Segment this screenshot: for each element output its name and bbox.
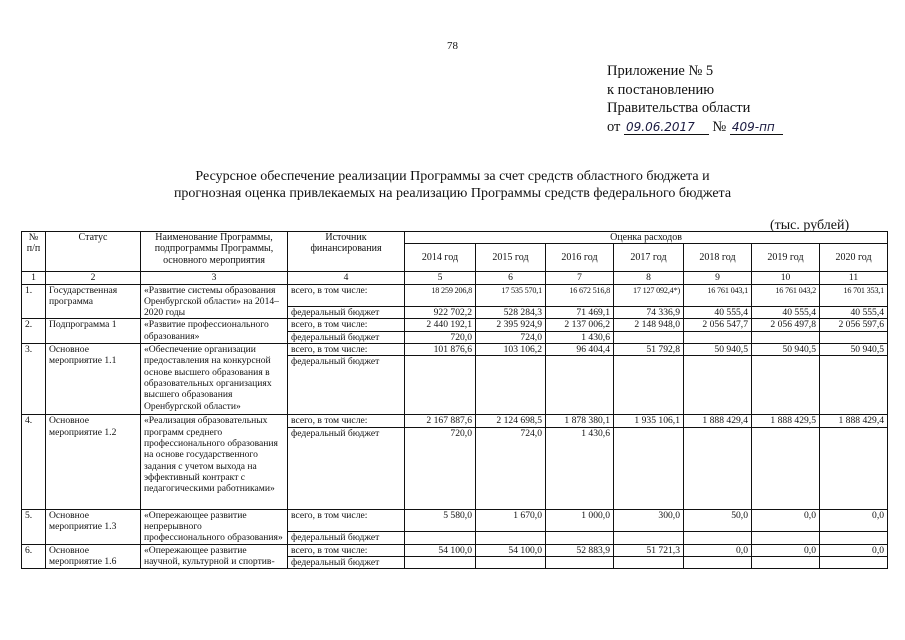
row-value: 0,0 xyxy=(820,544,888,556)
row-value: 1 430,6 xyxy=(546,331,614,343)
header-source: Источник финансирования xyxy=(288,232,405,272)
row-number: 5. xyxy=(22,509,46,544)
table-row xyxy=(22,415,888,427)
header-year: 2018 год xyxy=(684,244,752,272)
column-number: 6 xyxy=(476,272,546,284)
header-name: Наименование Программы, подпрограммы Программы, основного мероприятия xyxy=(141,232,288,272)
row-value xyxy=(684,556,752,568)
title-line-2: прогнозная оценка привлекаемых на реализацию Программы средств федерального бюджета xyxy=(173,186,732,201)
row-value: 0,0 xyxy=(820,509,888,532)
header-year: 2016 год xyxy=(546,244,614,272)
appendix-block xyxy=(607,62,783,136)
row-value: 2 056 597,6 xyxy=(820,319,888,331)
row-number: 1. xyxy=(22,284,46,319)
row-value: 96 404,4 xyxy=(546,344,614,356)
row-source: федеральный бюджет xyxy=(288,532,405,544)
row-value: 18 259 206,8 xyxy=(405,284,476,307)
row-value xyxy=(752,356,820,415)
row-value: 16 672 516,8 xyxy=(546,284,614,307)
row-value: 2 137 006,2 xyxy=(546,319,614,331)
appendix-line-3: Правительства области xyxy=(607,100,751,116)
row-value: 101 876,6 xyxy=(405,344,476,356)
row-value: 51 721,3 xyxy=(614,544,684,556)
row-value: 1 935 106,1 xyxy=(614,415,684,427)
row-value: 17 127 092,4*) xyxy=(614,284,684,307)
row-value xyxy=(405,356,476,415)
table-row xyxy=(22,509,888,532)
row-value: 16 761 043,2 xyxy=(752,284,820,307)
handwritten-date: 09.06.2017 xyxy=(624,120,709,135)
column-number: 10 xyxy=(752,272,820,284)
row-value xyxy=(820,331,888,343)
row-source: всего, в том числе: xyxy=(288,544,405,556)
header-year: 2014 год xyxy=(405,244,476,272)
row-value: 2 056 547,7 xyxy=(684,319,752,331)
row-value: 103 106,2 xyxy=(476,344,546,356)
row-source: федеральный бюджет xyxy=(288,307,405,319)
row-source: федеральный бюджет xyxy=(288,427,405,509)
row-source: федеральный бюджет xyxy=(288,556,405,568)
row-status: Основное мероприятие 1.2 xyxy=(46,415,141,509)
row-value xyxy=(752,532,820,544)
row-source: всего, в том числе: xyxy=(288,319,405,331)
row-value xyxy=(546,356,614,415)
header-year: 2019 год xyxy=(752,244,820,272)
row-value: 54 100,0 xyxy=(405,544,476,556)
header-status: Статус xyxy=(46,232,141,272)
row-value: 1 000,0 xyxy=(546,509,614,532)
row-value xyxy=(752,331,820,343)
row-value: 40 555,4 xyxy=(684,307,752,319)
row-value: 2 124 698,5 xyxy=(476,415,546,427)
row-value: 40 555,4 xyxy=(820,307,888,319)
row-number: 3. xyxy=(22,344,46,415)
row-value: 1 888 429,4 xyxy=(820,415,888,427)
row-name: «Развитие профессионального образования» xyxy=(141,319,288,344)
row-value xyxy=(684,331,752,343)
row-value: 1 878 380,1 xyxy=(546,415,614,427)
table-row xyxy=(22,544,888,556)
row-value: 1 430,6 xyxy=(546,427,614,509)
row-value: 5 580,0 xyxy=(405,509,476,532)
table-row xyxy=(22,284,888,307)
column-number: 2 xyxy=(46,272,141,284)
row-value: 52 883,9 xyxy=(546,544,614,556)
row-value: 0,0 xyxy=(752,509,820,532)
row-value xyxy=(614,532,684,544)
row-value: 50 940,5 xyxy=(752,344,820,356)
row-status: Основное мероприятие 1.1 xyxy=(46,344,141,415)
row-value: 17 535 570,1 xyxy=(476,284,546,307)
row-name: «Опережающее развитие непрерывного профессионального образования» xyxy=(141,509,288,544)
row-source: всего, в том числе: xyxy=(288,284,405,307)
date-prefix: от xyxy=(607,118,621,135)
column-number: 5 xyxy=(405,272,476,284)
row-value xyxy=(684,427,752,509)
row-value xyxy=(684,532,752,544)
row-value xyxy=(405,556,476,568)
column-number: 4 xyxy=(288,272,405,284)
row-value xyxy=(614,331,684,343)
row-number: 2. xyxy=(22,319,46,344)
row-name: «Обеспечение организации предоставления на конкурсной основе высшего образования в образовательных организациях высшего образования Оренбургской области» xyxy=(141,344,288,415)
row-value xyxy=(476,356,546,415)
row-value: 51 792,8 xyxy=(614,344,684,356)
table-header-row xyxy=(22,232,888,244)
document-title xyxy=(0,168,905,202)
header-year: 2015 год xyxy=(476,244,546,272)
row-value: 16 761 043,1 xyxy=(684,284,752,307)
row-source: всего, в том числе: xyxy=(288,344,405,356)
row-value: 528 284,3 xyxy=(476,307,546,319)
row-value xyxy=(820,427,888,509)
row-value xyxy=(820,532,888,544)
column-number: 1 xyxy=(22,272,46,284)
row-value: 2 167 887,6 xyxy=(405,415,476,427)
row-value: 724,0 xyxy=(476,427,546,509)
row-value: 40 555,4 xyxy=(752,307,820,319)
row-value: 922 702,2 xyxy=(405,307,476,319)
row-status: Государственная программа xyxy=(46,284,141,319)
row-value: 1 670,0 xyxy=(476,509,546,532)
row-value: 50,0 xyxy=(684,509,752,532)
row-value: 50 940,5 xyxy=(684,344,752,356)
header-year: 2017 год xyxy=(614,244,684,272)
row-name: «Опережающее развитие научной, культурной и спортив- xyxy=(141,544,288,569)
row-value xyxy=(684,356,752,415)
row-value: 71 469,1 xyxy=(546,307,614,319)
row-value: 50 940,5 xyxy=(820,344,888,356)
row-name: «Развитие системы образования Оренбургской области» на 2014–2020 годы xyxy=(141,284,288,319)
table-row xyxy=(22,319,888,331)
column-number-row xyxy=(22,272,888,284)
table-row xyxy=(22,344,888,356)
column-number: 3 xyxy=(141,272,288,284)
column-number: 7 xyxy=(546,272,614,284)
row-value: 1 888 429,5 xyxy=(752,415,820,427)
row-name: «Реализация образовательных программ среднего профессионального образования на основе государственного задания с учетом выхода на эффективный контракт с педагогическими работниками» xyxy=(141,415,288,509)
row-value xyxy=(752,427,820,509)
row-value: 16 701 353,1 xyxy=(820,284,888,307)
row-value: 2 440 192,1 xyxy=(405,319,476,331)
row-value xyxy=(614,356,684,415)
row-value xyxy=(752,556,820,568)
header-estimate: Оценка расходов xyxy=(405,232,888,244)
handwritten-number: 409-пп xyxy=(730,120,783,135)
row-value xyxy=(405,532,476,544)
row-value xyxy=(476,532,546,544)
row-value: 1 888 429,4 xyxy=(684,415,752,427)
row-source: всего, в том числе: xyxy=(288,509,405,532)
row-value: 2 056 497,8 xyxy=(752,319,820,331)
row-value xyxy=(476,556,546,568)
row-value xyxy=(614,427,684,509)
header-year: 2020 год xyxy=(820,244,888,272)
column-number: 11 xyxy=(820,272,888,284)
row-value: 0,0 xyxy=(752,544,820,556)
row-value: 0,0 xyxy=(684,544,752,556)
units-label: (тыс. рублей) xyxy=(770,218,850,233)
column-number: 8 xyxy=(614,272,684,284)
row-value: 724,0 xyxy=(476,331,546,343)
row-value xyxy=(820,556,888,568)
appendix-date-line xyxy=(607,118,783,137)
number-prefix: № xyxy=(712,118,727,135)
row-value xyxy=(546,556,614,568)
row-value: 720,0 xyxy=(405,331,476,343)
row-value: 54 100,0 xyxy=(476,544,546,556)
title-line-1: Ресурсное обеспечение реализации Программы за счет средств областного бюджета и xyxy=(195,169,710,184)
row-source: федеральный бюджет xyxy=(288,356,405,415)
row-value: 720,0 xyxy=(405,427,476,509)
row-number: 4. xyxy=(22,415,46,509)
appendix-line-2: к постановлению xyxy=(607,81,715,98)
row-value xyxy=(546,532,614,544)
resource-table xyxy=(21,231,888,569)
row-status: Подпрограмма 1 xyxy=(46,319,141,344)
appendix-line-1: Приложение № 5 xyxy=(607,63,714,79)
row-number: 6. xyxy=(22,544,46,569)
row-source: всего, в том числе: xyxy=(288,415,405,427)
row-source: федеральный бюджет xyxy=(288,331,405,343)
row-status: Основное мероприятие 1.6 xyxy=(46,544,141,569)
row-value xyxy=(820,356,888,415)
row-value: 74 336,9 xyxy=(614,307,684,319)
row-value: 2 148 948,0 xyxy=(614,319,684,331)
page-number: 78 xyxy=(447,40,458,52)
row-status: Основное мероприятие 1.3 xyxy=(46,509,141,544)
row-value: 2 395 924,9 xyxy=(476,319,546,331)
header-num: № п/п xyxy=(22,232,46,272)
row-value xyxy=(614,556,684,568)
row-value: 300,0 xyxy=(614,509,684,532)
column-number: 9 xyxy=(684,272,752,284)
